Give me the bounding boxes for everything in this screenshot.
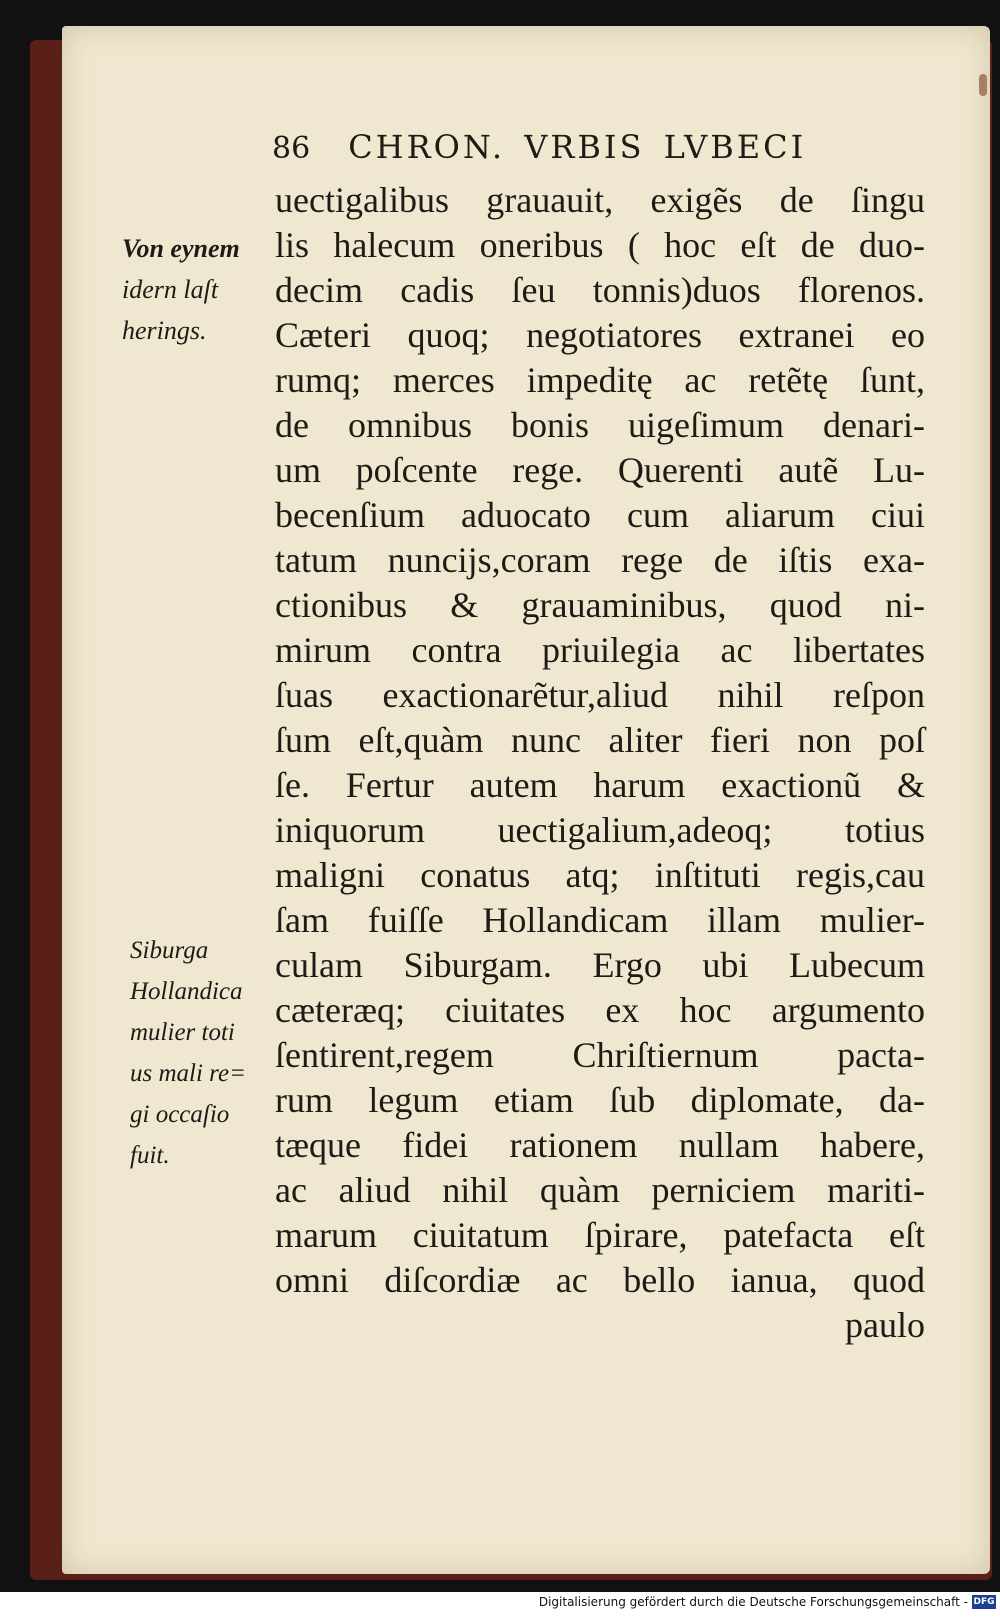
marginal-note-siburga [130,930,280,1176]
marginal-note-line: idern laſt [122,275,219,304]
text-line: culam Siburgam. Ergo ubi Lubecum [275,945,925,985]
funding-credit: Digitalisierung gefördert durch die Deutsche Forschungsgemeinschaft - [538,1595,968,1609]
marginal-note-line: herings. [122,316,207,345]
text-line: um poſcente rege. Querenti autẽ Lu- [275,450,925,490]
text-line: ſentirent,regem Chriſtiernum pacta- [275,1035,925,1075]
text-line: ſam fuiſſe Hollandicam illam mulier- [275,900,925,940]
text-line: ſuas exactionarẽtur,aliud nihil reſpon [275,675,925,715]
text-line: decim cadis ſeu tonnis)duos florenos. [275,270,925,310]
text-line: tatum nuncijs,coram rege de iſtis exa- [275,540,925,580]
marginal-note-line: us mali re= [130,1060,246,1087]
text-line: rum legum etiam ſub diplomate, da- [275,1080,925,1120]
text-line: ſum eſt,quàm nunc aliter fieri non poſ [275,720,925,760]
text-line: cæteræq; ciuitates ex hoc argumento [275,990,925,1030]
footer-bar [0,1592,1000,1621]
body-text [275,178,925,1348]
text-line: uectigalibus grauauit, exigẽs de ſingu [275,180,925,220]
running-head [272,128,806,166]
text-line: ctionibus & grauaminibus, quod ni- [275,585,925,625]
text-line: de omnibus bonis uigeſimum denari- [275,405,925,445]
page-stain [979,74,987,96]
text-line: mirum contra priuilegia ac libertates [275,630,925,670]
text-line: ſe. Fertur autem harum exactionũ & [275,765,925,805]
marginal-note-line: gi occaſio [130,1101,230,1128]
marginal-note-line: Hollandica [130,978,243,1005]
text-line: iniquorum uectigalium,adeoq; totius [275,810,925,850]
text-line: rumq; merces impeditę ac retẽtę ſunt, [275,360,925,400]
text-line: becenſium aduocato cum aliarum ciui [275,495,925,535]
running-title: CHRON. VRBIS LVBECI [348,128,807,166]
text-line: lis halecum oneribus ( hoc eſt de duo- [275,225,925,265]
marginal-note-line: mulier toti [130,1019,235,1046]
page-number: 86 [272,131,311,166]
marginal-note-line: fuit. [130,1142,170,1169]
text-line: omni diſcordiæ ac bello ianua, quod [275,1260,925,1300]
marginal-note-herring [122,228,276,351]
text-line: Cæteri quoq; negotiatores extranei eo [275,315,925,355]
marginal-note-line: Siburga [130,937,209,964]
marginal-note-line: Von eynem [122,234,240,263]
text-line: marum ciuitatum ſpirare, patefacta eſt [275,1215,925,1255]
text-line: tæque fidei rationem nullam habere, [275,1125,925,1165]
catchword: paulo [845,1305,925,1345]
text-line: ac aliud nihil quàm perniciem mariti- [275,1170,925,1210]
text-line: maligni conatus atq; inſtituti regis,cau [275,855,925,895]
dfg-logo: DFG [973,1597,995,1607]
